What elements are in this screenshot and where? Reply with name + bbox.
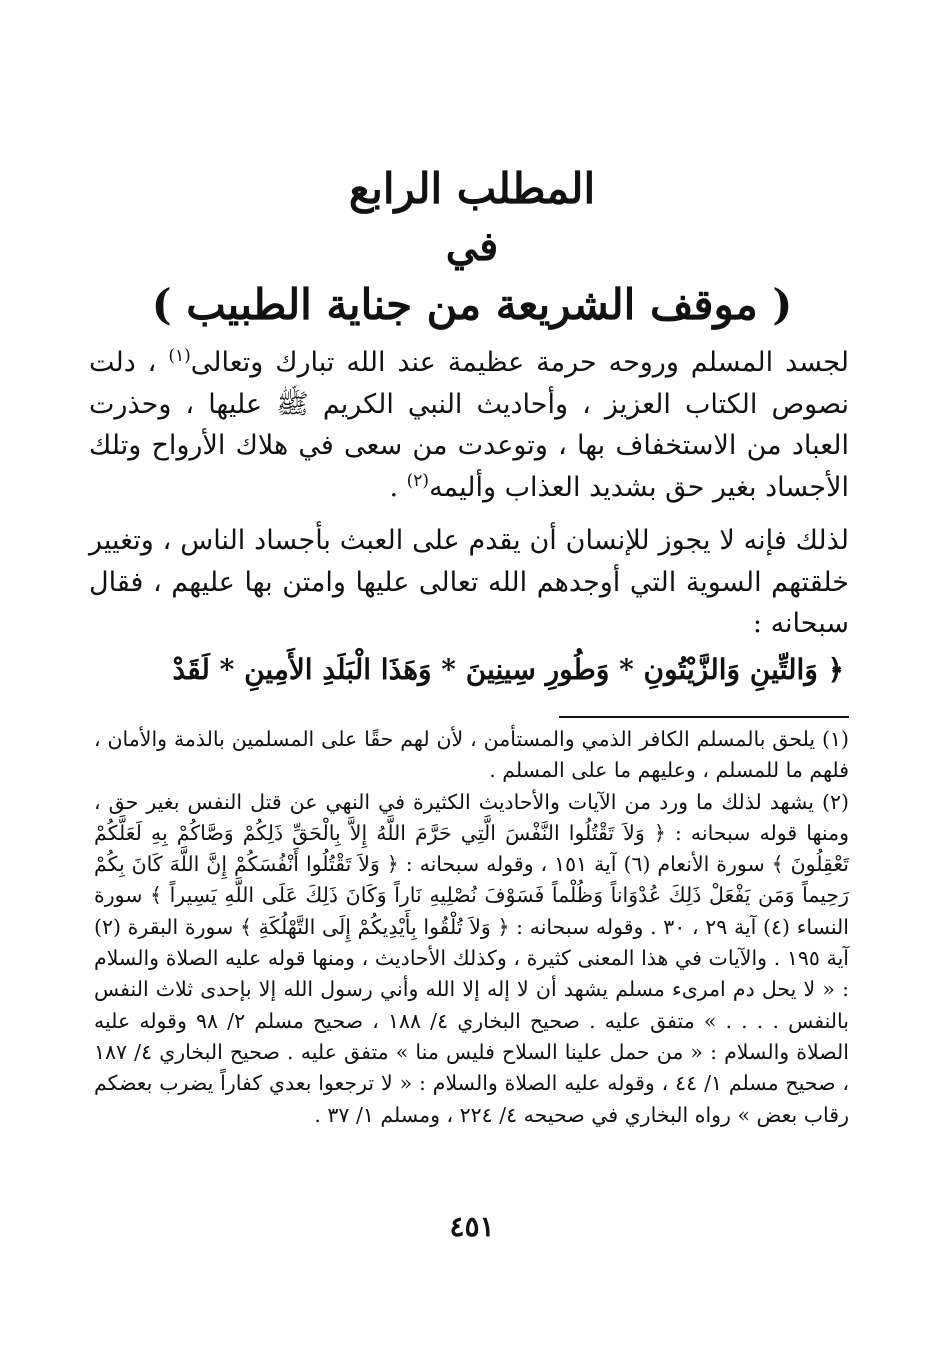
heading-line-2: في xyxy=(445,223,499,270)
quran-verse: ﴿ وَالتِّينِ وَالزَّيْتُونِ * وَطُورِ سِينِينَ * وَهَذَا الْبَلَدِ الأَمِينِ * لَقَدْ xyxy=(172,653,844,686)
paragraph-1-text-a: لجسد المسلم وروحه حرمة عظيمة عند الله تبارك وتعالى xyxy=(190,347,849,378)
section-heading xyxy=(100,160,844,334)
footnote-2: (٢) يشهد لذلك ما ورد من الآيات والأحاديث الكثيرة في النهي عن قتل النفس بغير حق ، ومنها قوله سبحانه : ﴿ وَلاَ تَقْتُلُوا النَّفْسَ الَّتِي حَرَّمَ اللَّهُ إِلاَّ بِالْحَقِّ ذَلِكُمْ وَصَّاكُمْ بِهِ لَعَلَّكُمْ تَعْقِلُونَ ﴾ سورة الأنعام (٦) آية ١٥١ ، وقوله سبحانه : ﴿ وَلاَ تَقْتُلُوا أَنْفُسَكُمْ إِنَّ اللَّهَ كَانَ بِكُمْ رَحِيماً وَمَن يَفْعَلْ ذَلِكَ عُدْوَاناً وَظُلْماً فَسَوْفَ نُصْلِيهِ نَاراً وَكَانَ ذَلِكَ عَلَى اللَّهِ يَسِيراً ﴾ سورة النساء (٤) آية ٢٩ ، ٣٠ . وقوله سبحانه : ﴿ وَلاَ تُلْقُوا بِأَيْدِيكُمْ إِلَى التَّهْلُكَةِ ﴾ سورة البقرة (٢) آية ١٩٥ . والآيات في هذا المعنى كثيرة ، وكذلك الأحاديث ، ومنها قوله عليه الصلاة والسلام : « لا يحل دم امرىء مسلم يشهد أن لا إله إلا الله وأني رسول الله إلا بإحدى ثلاث النفس بالنفس . . . . » متفق عليه . صحيح البخاري ٤/ ١٨٨ ، صحيح مسلم ٢/ ٩٨ وقوله عليه الصلاة والسلام : « من حمل علينا السلاح فليس منا » متفق عليه . صحيح البخاري ٤/ ١٨٧ ، صحيح مسلم ١/ ٤٤ ، وقوله عليه الصلاة والسلام : « لا ترجعوا بعدي كفاراً يضرب بعضكم رقاب بعض » رواه البخاري في صحيحه ٤/ ٢٢٤ ، ومسلم ١/ ٣٧ . xyxy=(94,789,849,1127)
main-text xyxy=(89,342,849,645)
footnote-ref-2: (٢) xyxy=(406,470,430,491)
paragraph-1-text-c: . xyxy=(389,471,407,503)
footnote-1: (١) يلحق بالمسلم الكافر الذمي والمستأمن ، لأن لهم حقًا على المسلمين بالذمة والأمان ، فلهم ما للمسلم ، وعليهم ما على المسلم . xyxy=(94,727,849,783)
paragraph-1-text-b: ، دلت نصوص الكتاب العزيز ، وأحاديث النبي الكريم ﷺ عليها ، وحذرت العباد من الاستخفاف بها ، وتوعدت من سعى في هلاك الأرواح وتلك الأجساد بغير حق بشديد العذاب وأليمه xyxy=(89,347,849,503)
footnote-ref-1: (١) xyxy=(168,346,191,366)
paragraph-2: لذلك فإنه لا يجوز للإنسان أن يقدم على العبث بأجساد الناس ، وتغيير خلقتهم السوية التي أوجدهم الله تعالى عليها وامتن بها عليهم ، فقال سبحانه : xyxy=(89,525,849,639)
heading-line-1: المطلب الرابع xyxy=(348,164,596,213)
paragraph-1 xyxy=(89,342,849,508)
footnotes xyxy=(94,724,849,1131)
page-number: ٤٥١ xyxy=(449,1210,495,1243)
heading-line-3: ( موقف الشريعة من جناية الطبيب ) xyxy=(151,280,793,329)
footnote-divider xyxy=(559,716,849,718)
